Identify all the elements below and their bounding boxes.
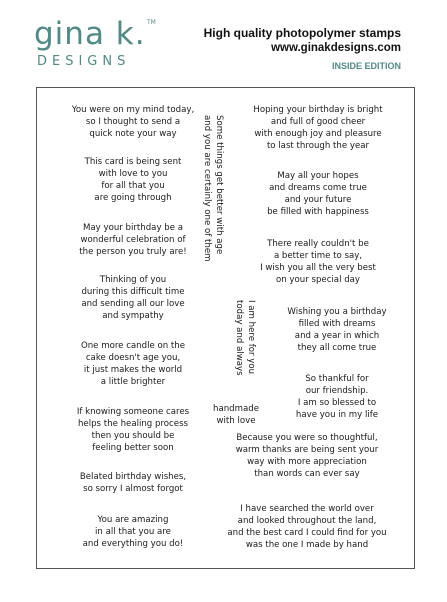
sentiment-right-4: Wishing you a birthday filled with dreams and a year in which they all come true	[287, 307, 387, 353]
sentiment-handmade: handmade with love	[213, 404, 259, 426]
product-title: High quality photopolymer stamps	[203, 26, 401, 40]
logo-subtitle: DESIGNS	[37, 54, 131, 69]
sentiment-made-by-hand: I have searched the world over and looked throughout the land, and the best card I could find for you was the one I made by hand	[227, 504, 387, 550]
sentiment-left-7: Belated birthday wishes, so sorry I almost forgot	[79, 472, 187, 494]
sentiment-vertical-age: Some things get better with age and you are certainly one of them	[202, 115, 224, 262]
sentiment-left-8: You are amazing in all that you are and everything you do!	[82, 515, 184, 549]
sentiment-left-2: This card is being sent with love to you for all that you are going through	[84, 157, 182, 203]
logo-wordmark: gina k.	[34, 16, 146, 52]
edition-label: INSIDE EDITION	[331, 61, 401, 71]
brand-logo	[34, 17, 154, 77]
sentiment-left-1: You were on my mind today, so I thought to send a quick note your way	[71, 105, 195, 139]
sentiment-vertical-here-for-you: I am here for you today and always	[234, 300, 256, 376]
header	[0, 0, 447, 80]
sentiment-right-2: May all your hopes and dreams come true and your future be filled with happiness	[267, 171, 369, 217]
sentiment-thank-you: Because you were so thoughtful, warm thanks are being sent your way with more appreciation than words can ever say	[235, 433, 379, 479]
website-url: www.ginakdesigns.com	[271, 42, 401, 54]
sentiment-right-1: Hoping your birthday is bright and full of good cheer with enough joy and pleasure to last through the year	[253, 105, 383, 151]
sentiment-left-6: If knowing someone cares helps the healing process then you should be feeling better soon	[76, 407, 190, 453]
sentiment-left-4: Thinking of you during this difficult time and sending all our love and sympathy	[81, 275, 185, 321]
sentiment-left-3: May your birthday be a wonderful celebration of the person you truly are!	[79, 223, 187, 257]
sentiment-right-3: There really couldn't be a better time to say, I wish you all the very best on your special day	[260, 239, 376, 285]
sentiment-right-5: So thankful for our friendship. I am so blessed to have you in my life	[295, 374, 379, 420]
sentiment-left-5: One more candle on the cake doesn't age you, it just makes the world a little brighter	[80, 341, 186, 387]
logo-trademark: TM	[147, 19, 156, 26]
